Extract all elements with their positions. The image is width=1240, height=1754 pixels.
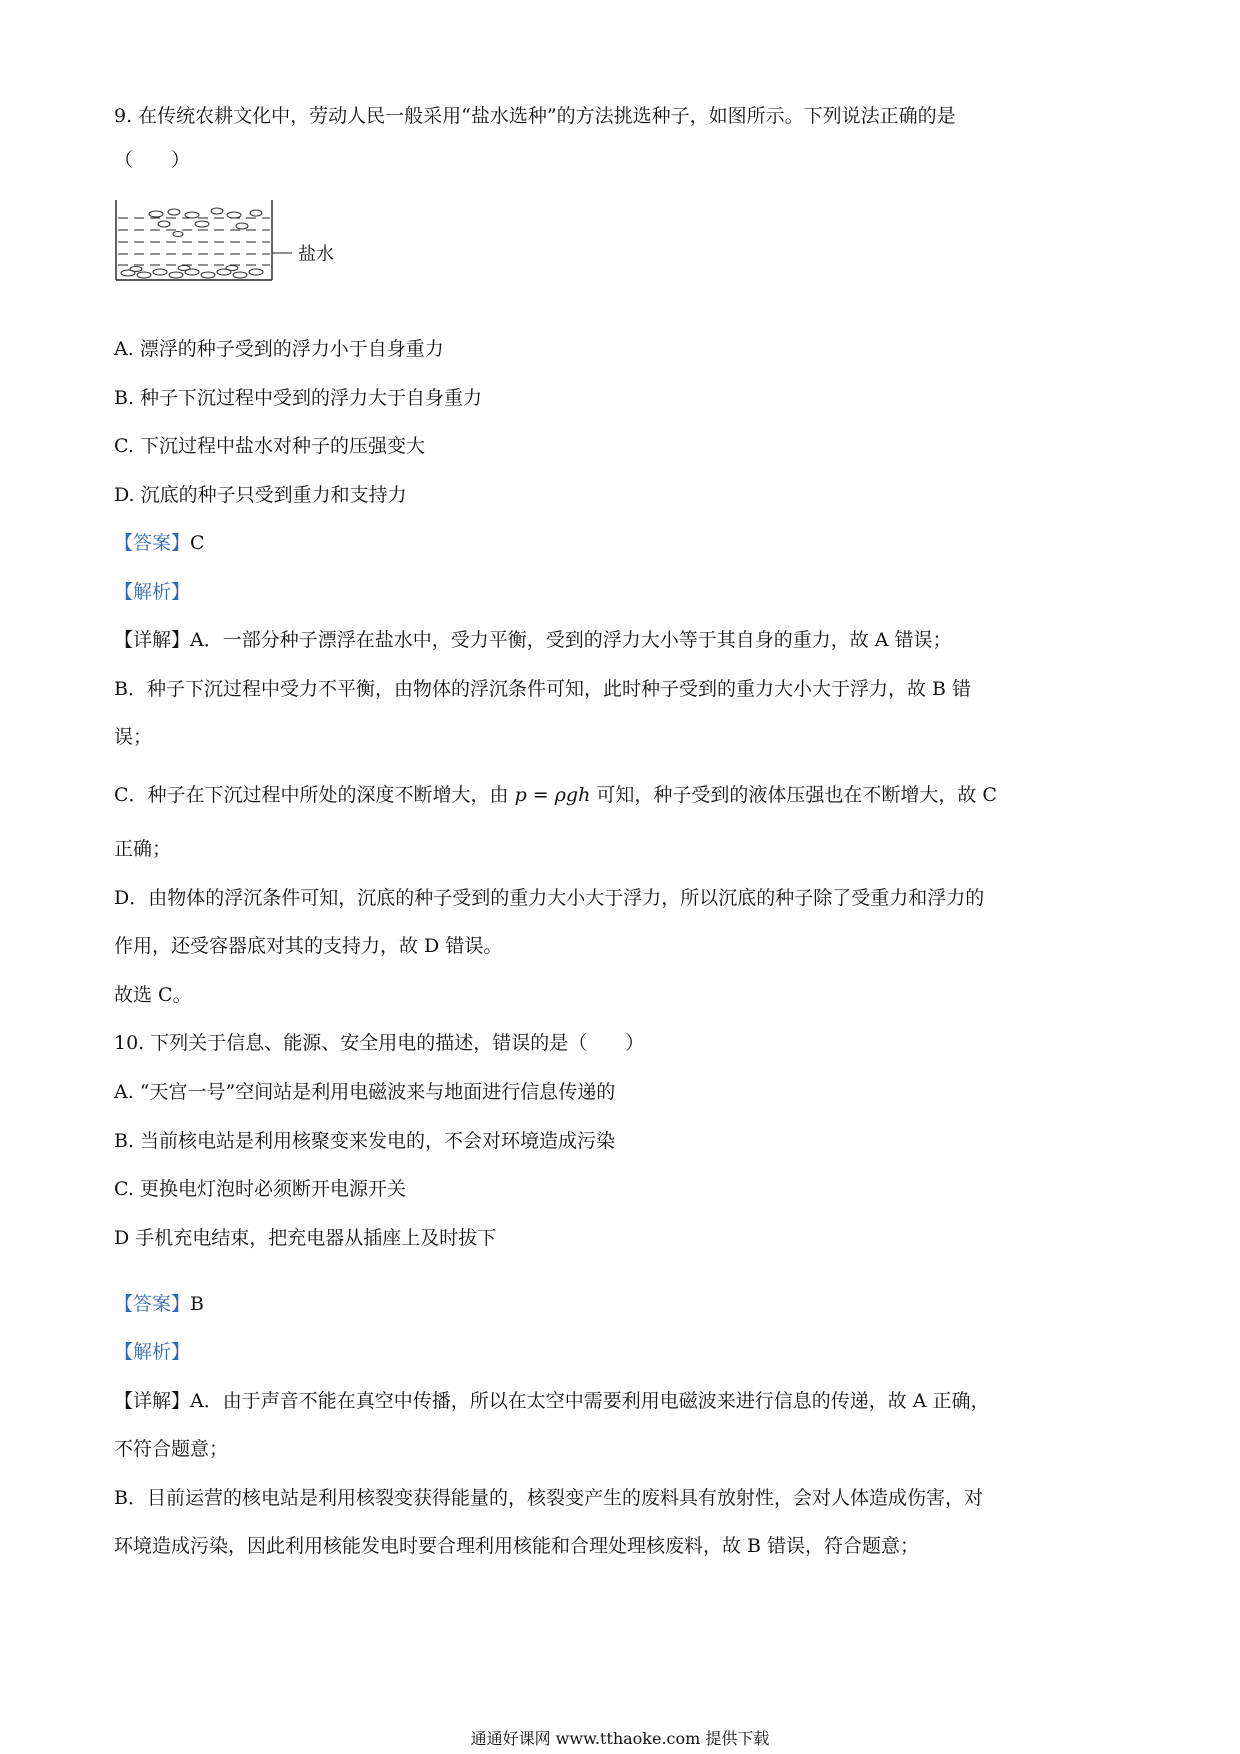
q10-option-c: C. 更换电灯泡时必须断开电源开关	[114, 1178, 406, 1200]
q9-answer: C	[190, 532, 205, 554]
salt-water-container-figure	[114, 200, 374, 282]
q10-analysis-tag: 【解析】	[114, 1341, 191, 1363]
q9-detail-c-line1: C．种子在下沉过程中所处的深度不断增大，由 p = ρgh 可知，种子受到的液体压强也在不断增大，故 C	[114, 784, 997, 806]
q9-stem: 9. 在传统农耕文化中，劳动人民一般采用“盐水选种”的方法挑选种子，如图所示。下列说法正确的是	[114, 105, 956, 127]
q10-detail-b-line2: 环境造成污染，因此利用核能发电时要合理利用核能和合理处理核废料，故 B 错误，符合题意；	[114, 1535, 920, 1557]
water-surface-lines	[118, 218, 270, 265]
q10-option-d: D 手机充电结束，把充电器从插座上及时拔下	[114, 1227, 497, 1249]
q9-option-d: D. 沉底的种子只受到重力和支持力	[114, 484, 407, 506]
sunken-seeds	[121, 266, 263, 279]
q10-option-b: B. 当前核电站是利用核聚变来发电的，不会对环境造成污染	[114, 1130, 616, 1152]
answer-tag: 【答案】	[114, 1293, 191, 1315]
q9-detail-c-line2: 正确；	[114, 838, 172, 860]
q10-option-a: A. “天宫一号”空间站是利用电磁波来与地面进行信息传递的	[114, 1081, 616, 1103]
page-footer: 通通好课网 www.tthaoke.com 提供下载	[470, 1729, 770, 1748]
q9-conclusion: 故选 C。	[114, 984, 192, 1006]
answer-tag: 【答案】	[114, 532, 191, 554]
q9-detail-a: 【详解】A．一部分种子漂浮在盐水中，受力平衡，受到的浮力大小等于其自身的重力，故 A 错误；	[114, 629, 952, 651]
q9-answer-line	[114, 531, 205, 555]
figure-label: 盐水	[298, 244, 334, 265]
q9-option-a: A. 漂浮的种子受到的浮力小于自身重力	[114, 338, 444, 360]
pressure-formula: p = ρgh	[514, 784, 591, 806]
q10-answer-line	[114, 1292, 204, 1316]
q9-detail-d-line1: D．由物体的浮沉条件可知，沉底的种子受到的重力大小大于浮力，所以沉底的种子除了受重力和浮力的	[114, 887, 985, 909]
q9-option-b: B. 种子下沉过程中受到的浮力大于自身重力	[114, 387, 483, 409]
q10-detail-b-line1: B．目前运营的核电站是利用核裂变获得能量的，核裂变产生的废料具有放射性，会对人体造成伤害，对	[114, 1487, 983, 1509]
q9-analysis-tag: 【解析】	[114, 581, 191, 603]
q9-detail-d-line2: 作用，还受容器底对其的支持力，故 D 错误。	[114, 935, 503, 957]
q10-detail-a-line2: 不符合题意；	[114, 1438, 229, 1460]
floating-seeds	[149, 208, 262, 237]
q9-option-c: C. 下沉过程中盐水对种子的压强变大	[114, 435, 425, 457]
q9-answer-paren: （ ）	[114, 149, 191, 171]
q9-detail-b-line1: B．种子下沉过程中受力不平衡，由物体的浮沉条件可知，此时种子受到的重力大小大于浮力，故 B 错	[114, 678, 972, 700]
q10-detail-a-line1: 【详解】A．由于声音不能在真空中传播，所以在太空中需要利用电磁波来进行信息的传递，故 A 正确，	[114, 1390, 990, 1412]
q9-detail-b-line2: 误；	[114, 726, 153, 748]
q10-stem: 10. 下列关于信息、能源、安全用电的描述，错误的是（ ）	[114, 1032, 645, 1054]
q10-answer: B	[190, 1293, 204, 1315]
